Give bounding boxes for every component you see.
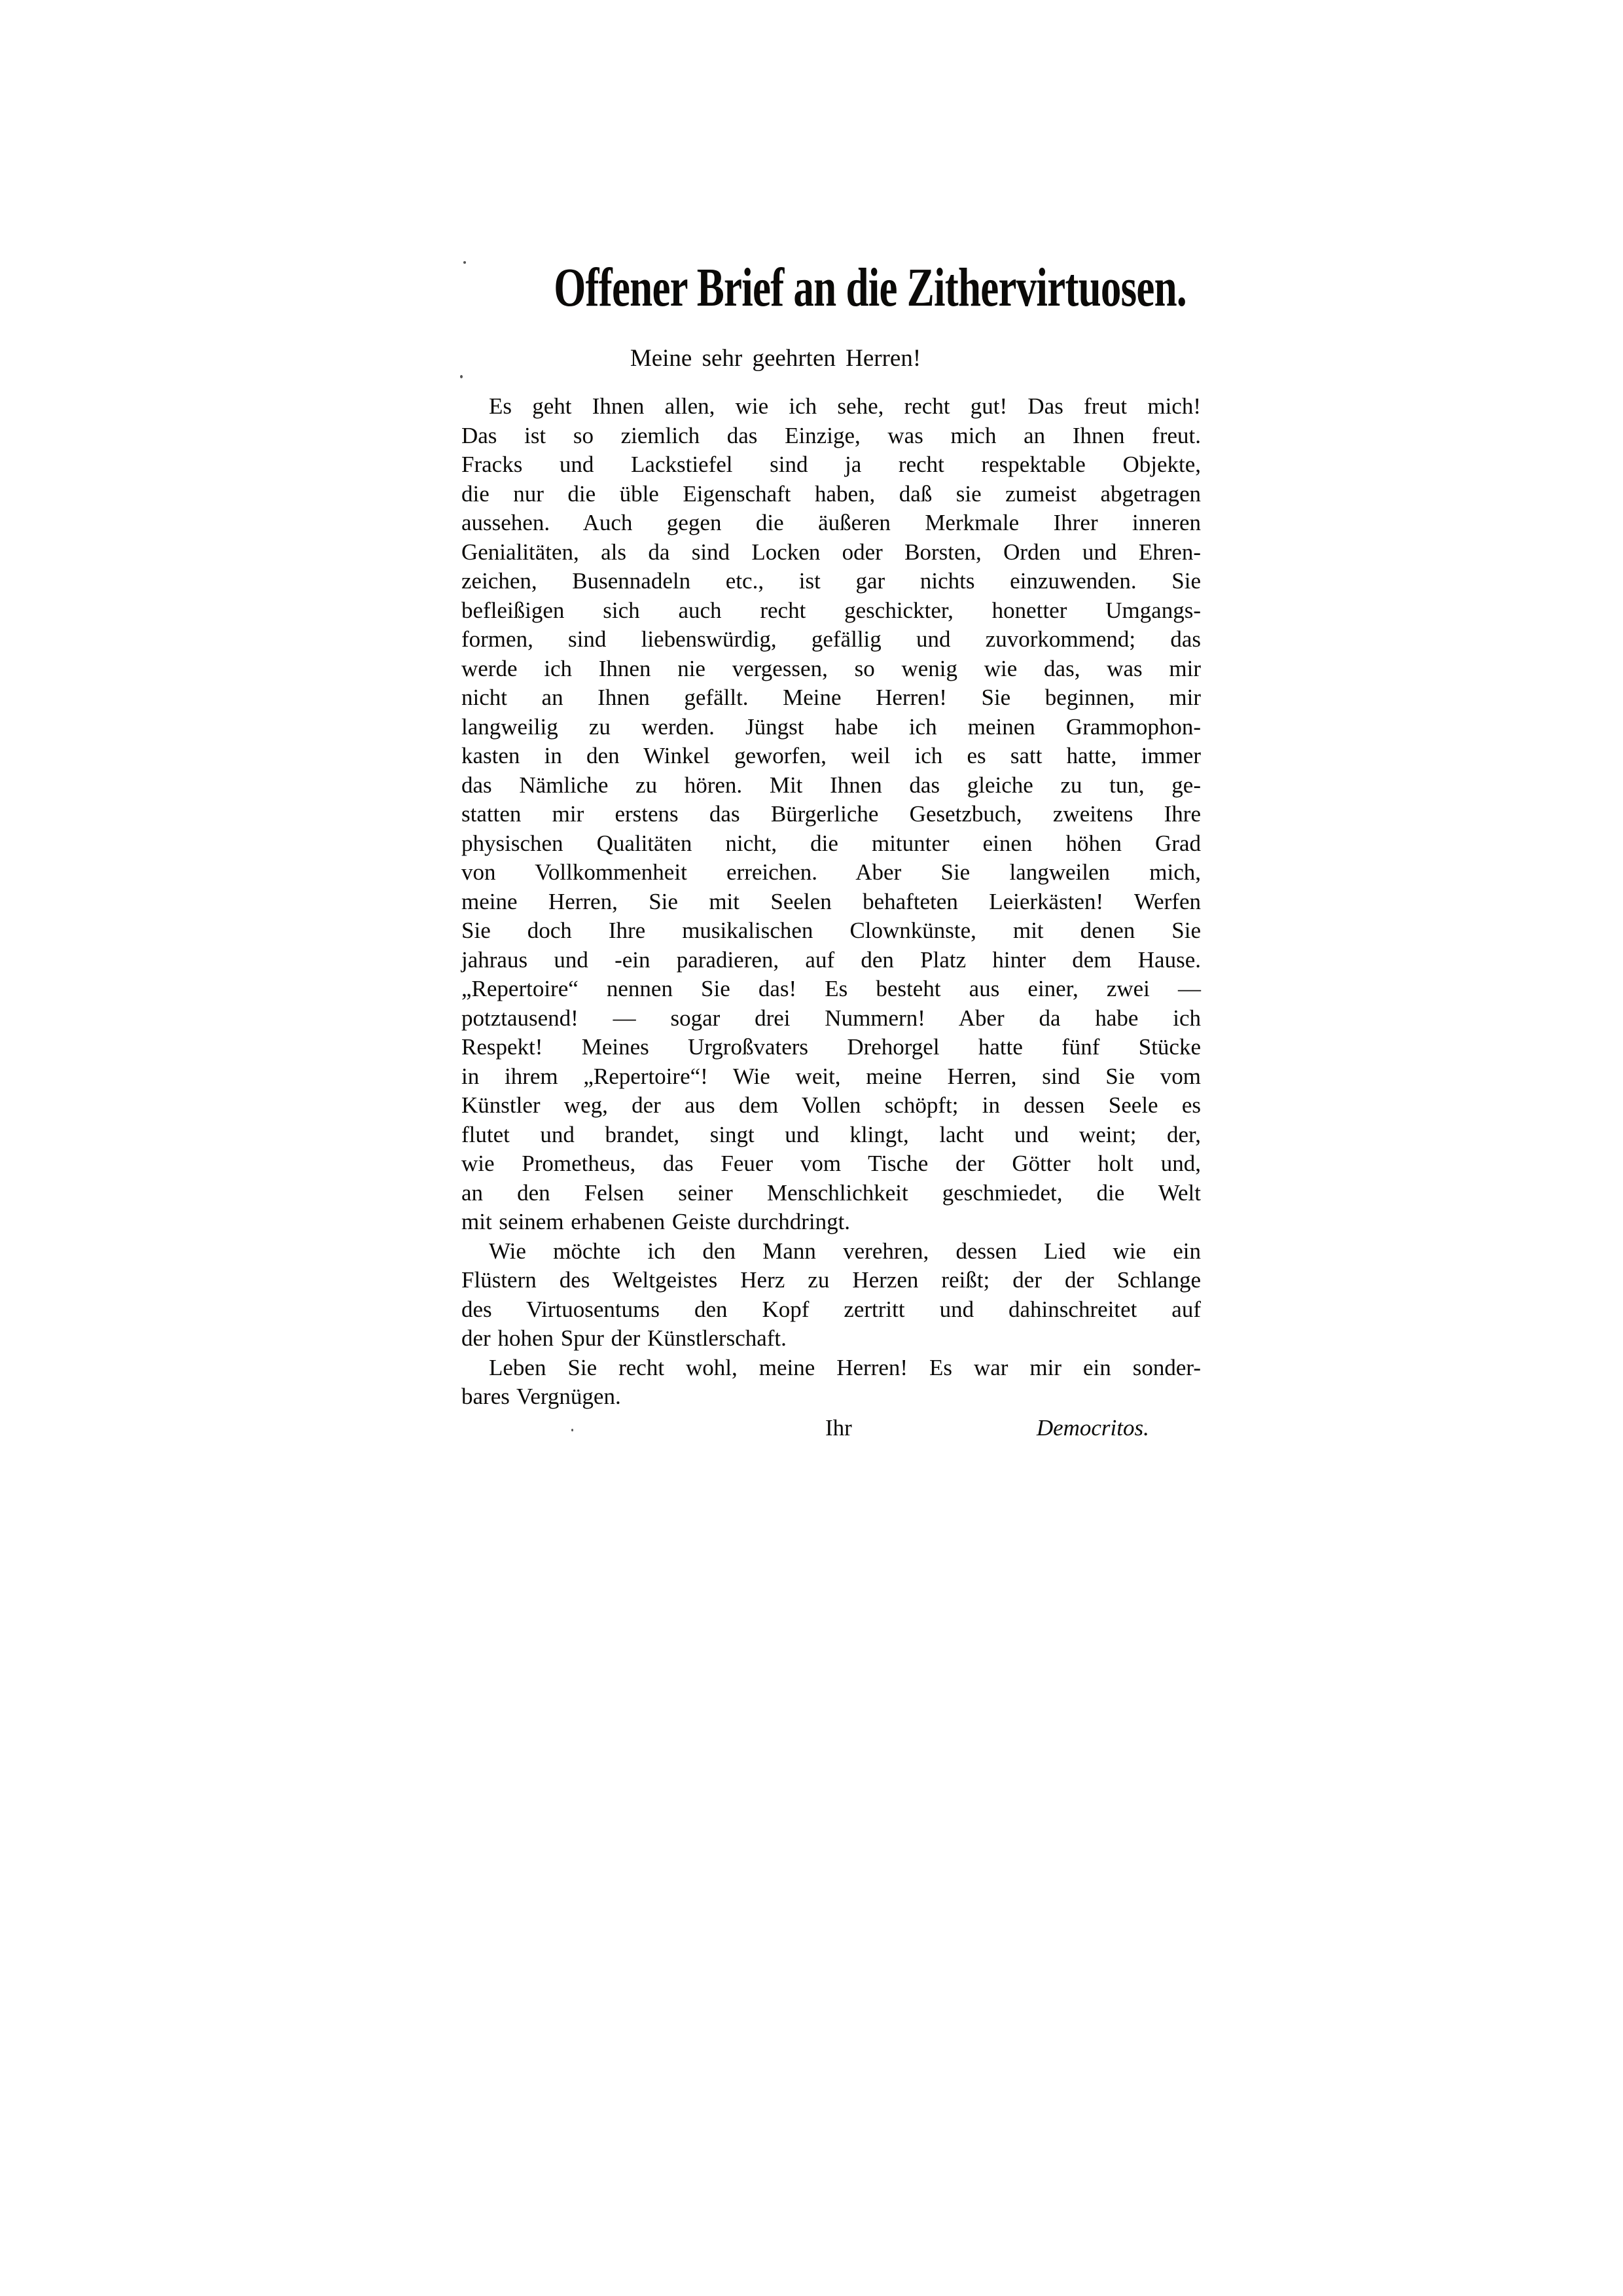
letter-body	[461, 392, 1201, 1412]
text-line: statten mir erstens das Bürgerliche Gesetzbuch, zweitens Ihre	[461, 801, 1201, 827]
text-line: Wie möchte ich den Mann verehren, dessen Lied wie ein	[489, 1238, 1201, 1264]
text-line: Fracks und Lackstiefel sind ja recht respektable Objekte,	[461, 452, 1201, 477]
text-line: mit seinem erhabenen Geiste durchdringt.	[461, 1209, 851, 1234]
text-line: potztausend! — sogar drei Nummern! Aber da habe ich	[461, 1005, 1201, 1031]
text-line: Respekt! Meines Urgroßvaters Drehorgel hatte fünf Stücke	[461, 1034, 1201, 1060]
text-line: aussehen. Auch gegen die äußeren Merkmale Ihrer inneren	[461, 510, 1201, 535]
text-line: nicht an Ihnen gefällt. Meine Herren! Sie beginnen, mir	[461, 685, 1201, 710]
text-line: bares Vergnügen.	[461, 1384, 621, 1409]
signature-closing: Ihr	[825, 1415, 852, 1441]
text-line: wie Prometheus, das Feuer vom Tische der Götter holt und,	[461, 1151, 1201, 1176]
text-line: flutet und brandet, singt und klingt, lacht und weint; der,	[461, 1121, 1201, 1147]
text-line: formen, sind liebenswürdig, gefällig und zuvorkommend; das	[461, 626, 1201, 652]
text-line: Sie doch Ihre musikalischen Clownkünste, mit denen Sie	[461, 918, 1201, 943]
text-line: langweilig zu werden. Jüngst habe ich meinen Grammophon-	[461, 713, 1201, 740]
text-line: Flüstern des Weltgeistes Herz zu Herzen reißt; der der Schlange	[461, 1267, 1201, 1293]
scan-speck	[571, 1429, 573, 1431]
text-line: an den Felsen seiner Menschlichkeit geschmiedet, die Welt	[461, 1179, 1201, 1206]
text-line: die nur die üble Eigenschaft haben, daß sie zumeist abgetragen	[461, 480, 1201, 507]
text-line: zeichen, Busennadeln etc., ist gar nichts einzuwenden. Sie	[461, 568, 1201, 594]
text-line: Das ist so ziemlich das Einzige, was mich an Ihnen freut.	[461, 422, 1201, 448]
text-line: das Nämliche zu hören. Mit Ihnen das gleiche zu tun, ge-	[461, 772, 1201, 798]
text-line: des Virtuosentums den Kopf zertritt und dahinschreitet auf	[461, 1296, 1201, 1322]
text-line: befleißigen sich auch recht geschickter, honetter Umgangs-	[461, 597, 1201, 623]
scan-speck	[463, 261, 466, 264]
text-line: jahraus und -ein paradieren, auf den Platz hinter dem Hause.	[461, 946, 1201, 973]
text-line: „Repertoire“ nennen Sie das! Es besteht aus einer, zwei —	[461, 976, 1201, 1001]
salutation: Meine sehr geehrten Herren!	[630, 345, 921, 372]
text-line: Leben Sie recht wohl, meine Herren! Es war mir ein sonder-	[489, 1354, 1201, 1380]
text-line: kasten in den Winkel geworfen, weil ich es satt hatte, immer	[461, 743, 1201, 768]
scan-speck	[460, 375, 463, 378]
page-title: Offener Brief an die Zithervirtuosen.	[554, 257, 1186, 318]
text-line: von Vollkommenheit erreichen. Aber Sie langweilen mich,	[461, 859, 1201, 885]
text-line: werde ich Ihnen nie vergessen, so wenig wie das, was mir	[461, 655, 1201, 681]
text-line: der hohen Spur der Künstlerschaft.	[461, 1325, 787, 1351]
text-line: in ihrem „Repertoire“! Wie weit, meine Herren, sind Sie vom	[461, 1063, 1201, 1089]
text-line: Genialitäten, als da sind Locken oder Borsten, Orden und Ehren-	[461, 539, 1201, 565]
text-line: Es geht Ihnen allen, wie ich sehe, recht gut! Das freut mich!	[489, 393, 1201, 419]
signature-name: Democritos.	[1036, 1415, 1149, 1441]
text-line: physischen Qualitäten nicht, die mitunter einen höhen Grad	[461, 830, 1201, 856]
text-line: Künstler weg, der aus dem Vollen schöpft; in dessen Seele es	[461, 1092, 1201, 1118]
text-line: meine Herren, Sie mit Seelen behafteten Leierkästen! Werfen	[461, 888, 1201, 914]
